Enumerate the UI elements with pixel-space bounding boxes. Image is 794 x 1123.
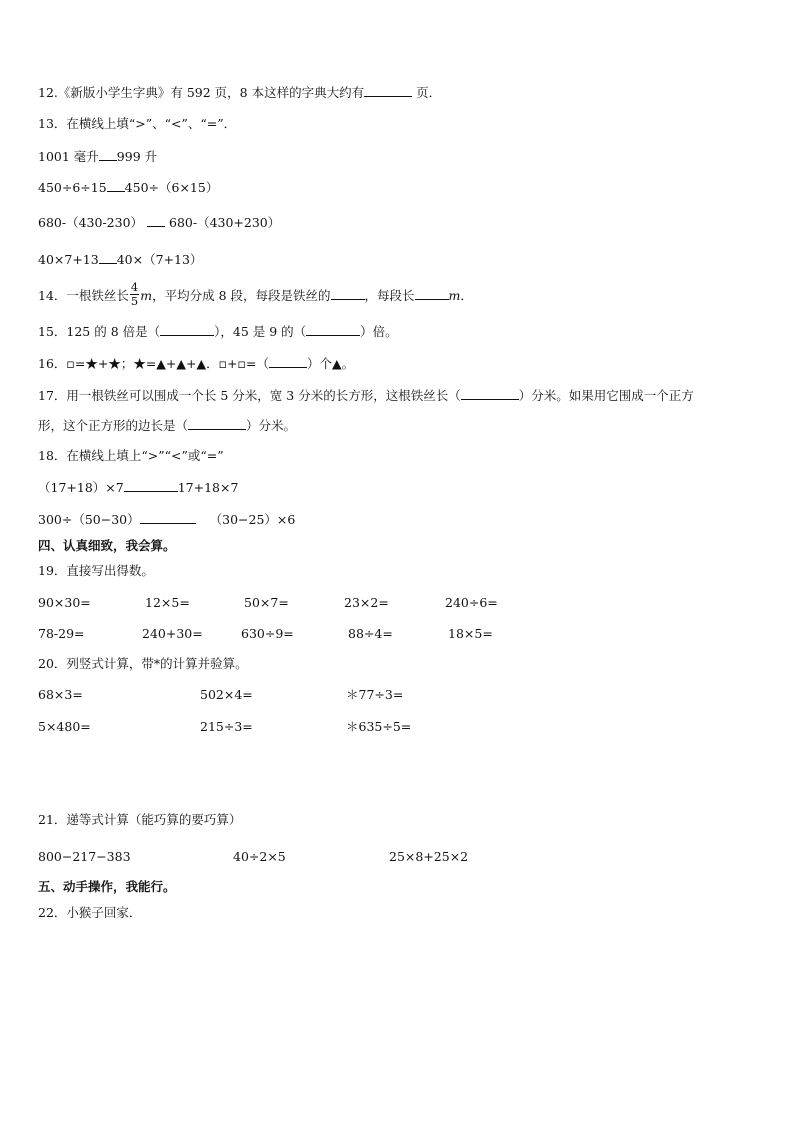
question-12	[38, 84, 441, 101]
q15-text-c: ）倍。	[360, 324, 398, 339]
q17-blank-1[interactable]	[461, 387, 519, 400]
q19-r1-c4: 23×2=	[344, 595, 389, 610]
q14-blank-2[interactable]	[415, 287, 449, 300]
q13-row-4-right: 40×（7+13）	[116, 252, 203, 267]
q16-text-a: 16．▫=★+★；★=▲+▲+▲．▫+▫=（	[38, 356, 269, 371]
q20-r2-c1: 5×480=	[38, 719, 91, 734]
q19-r2-c3: 630÷9=	[241, 626, 294, 641]
fraction-numerator: 4	[130, 280, 139, 294]
q17-line-1	[38, 387, 694, 404]
q20-r1-c3: ＊77÷3=	[346, 687, 404, 702]
q15-blank-2[interactable]	[306, 323, 360, 336]
q14-text-c: ，每段长	[364, 288, 415, 303]
q12-text-a: 12.《新版小学生字典》有 592 页，8 本这样的字典大约有	[38, 85, 365, 100]
q13-row-2-right: 450÷（6×15）	[124, 180, 219, 195]
q13-row-4-blank[interactable]	[99, 251, 117, 264]
q12-text-b: 页．	[412, 85, 442, 100]
q19-title: 19．直接写出得数。	[38, 563, 154, 578]
q19-r1-c1: 90×30=	[38, 595, 91, 610]
q17-line-2-b: ）分米。	[246, 418, 297, 433]
q18-title: 18．在横线上填上“>”“<”或“=”	[38, 448, 224, 463]
q13-row-1-left: 1001 毫升	[38, 149, 99, 164]
q21-item-2: 40÷2×5	[233, 849, 286, 864]
q13-row-3	[38, 214, 280, 231]
question-15	[38, 323, 398, 340]
q19-r1-c2: 12×5=	[145, 595, 190, 610]
q13-row-4-left: 40×7+13	[38, 252, 99, 267]
q18-row-2	[38, 511, 295, 528]
q20-r2-c3: ＊635÷5=	[346, 719, 412, 734]
q15-blank-1[interactable]	[160, 323, 214, 336]
section-5-heading: 五、动手操作，我能行。	[38, 879, 176, 894]
q20-r1-c1: 68×3=	[38, 687, 83, 702]
fraction-four-fifths	[130, 281, 139, 308]
q19-r2-c4: 88÷4=	[348, 626, 393, 641]
q17-line-2	[38, 417, 296, 434]
q18-row-1-right: 17+18×7	[177, 480, 239, 495]
q17-line-1-a: 17．用一根铁丝可以围成一个长 5 分米，宽 3 分米的长方形，这根铁丝长（	[38, 388, 461, 403]
q19-r2-c5: 18×5=	[448, 626, 493, 641]
q12-blank[interactable]	[364, 84, 412, 97]
q13-row-2-left: 450÷6÷15	[38, 180, 107, 195]
q13-title: 13．在横线上填“>”、“<”、“=”．	[38, 116, 237, 131]
q14-unit-2: m	[448, 288, 461, 303]
section-4-heading: 四、认真细致，我会算。	[38, 538, 176, 553]
q15-text-b: ），45 是 9 的（	[214, 324, 307, 339]
q20-r1-c2: 502×4=	[200, 687, 253, 702]
q14-unit: m	[140, 288, 153, 303]
q21-item-3: 25×8+25×2	[389, 849, 469, 864]
q13-row-1-right: 999 升	[116, 149, 158, 164]
q13-row-3-right: 680-（430+230）	[165, 215, 281, 230]
q22-title: 22．小猴子回家．	[38, 905, 142, 920]
q21-title: 21．递等式计算（能巧算的要巧算）	[38, 812, 242, 827]
q16-text-b: ）个▲。	[306, 356, 355, 371]
q13-row-3-blank[interactable]	[147, 214, 165, 227]
q13-row-1	[38, 148, 157, 165]
q14-blank-1[interactable]	[331, 287, 365, 300]
q18-row-1-left: （17+18）×7	[38, 480, 124, 495]
q16-blank[interactable]	[269, 355, 307, 368]
q20-r2-c2: 215÷3=	[200, 719, 253, 734]
q19-r1-c3: 50×7=	[244, 595, 289, 610]
question-14	[38, 281, 473, 311]
q20-title: 20．列竖式计算，带*的计算并验算。	[38, 656, 248, 671]
q17-line-1-b: ）分米。如果用它围成一个正方	[518, 388, 694, 403]
q13-row-2	[38, 179, 218, 196]
q13-row-4	[38, 251, 202, 268]
q14-text-b: ，平均分成 8 段，每段是铁丝的	[152, 288, 331, 303]
q19-r2-c1: 78-29=	[38, 626, 85, 641]
q17-blank-2[interactable]	[188, 417, 246, 430]
q18-row-2-left: 300÷（50−30）	[38, 512, 140, 527]
q14-text-a: 14．一根铁丝长	[38, 288, 129, 303]
q19-r1-c5: 240÷6=	[445, 595, 498, 610]
q17-line-2-a: 形，这个正方形的边长是（	[38, 418, 189, 433]
q18-blank-1[interactable]	[124, 479, 178, 492]
q19-r2-c2: 240+30=	[142, 626, 203, 641]
q14-text-d: ．	[460, 288, 473, 303]
fraction-denominator: 5	[130, 294, 139, 308]
q13-row-2-blank[interactable]	[107, 179, 125, 192]
question-16	[38, 355, 354, 372]
q15-text-a: 15．125 的 8 倍是（	[38, 324, 161, 339]
q13-row-1-blank[interactable]	[99, 148, 117, 161]
q21-item-1: 800−217−383	[38, 849, 131, 864]
q18-row-2-right: （30−25）×6	[209, 512, 296, 527]
q13-row-3-left: 680-（430-230）	[38, 215, 144, 230]
q18-blank-2[interactable]	[140, 511, 196, 524]
q18-row-1	[38, 479, 238, 496]
